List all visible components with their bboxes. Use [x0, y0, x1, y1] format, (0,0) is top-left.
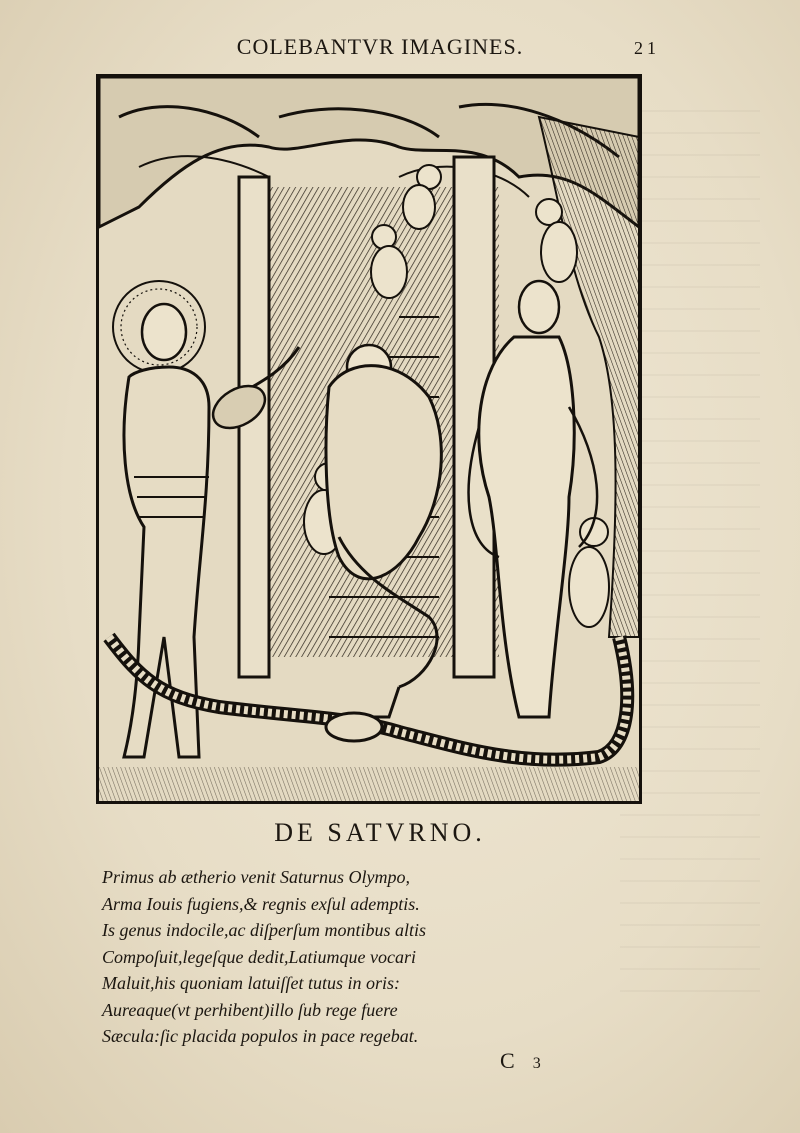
verse-line: Sæcula:ſic placida populos in pace regebat.	[102, 1026, 419, 1046]
verse-line: Primus ab ætherio venit Saturnus Olympo,	[102, 867, 410, 887]
verse-line: Maluit,his quoniam latuiſſet tutus in oris:	[102, 973, 401, 993]
running-head: COLEBANTVR IMAGINES.	[236, 34, 524, 59]
signature-mark	[500, 1048, 541, 1074]
signature-letter: C	[500, 1048, 515, 1073]
verse-block	[102, 864, 582, 1050]
left-pillar	[239, 177, 269, 677]
folio-number: 21	[634, 38, 660, 58]
woodcut-illustration	[96, 74, 642, 804]
verse-line: Compoſuit,legeſque dedit,Latiumque vocari	[102, 946, 416, 967]
signature-number: 3	[532, 1055, 541, 1072]
section-title: DE SATVRNO.	[274, 818, 486, 847]
verse-line: Arma Iouis fugiens,& regnis exſul ademptis.	[102, 893, 420, 914]
woodcut-saturn-illustration	[99, 77, 639, 801]
verse-line: Is genus indocile,ac diſperſum montibus altis	[102, 920, 426, 940]
verse-line: Aureaque(vt perhibent)illo ſub rege fuere	[102, 999, 398, 1020]
